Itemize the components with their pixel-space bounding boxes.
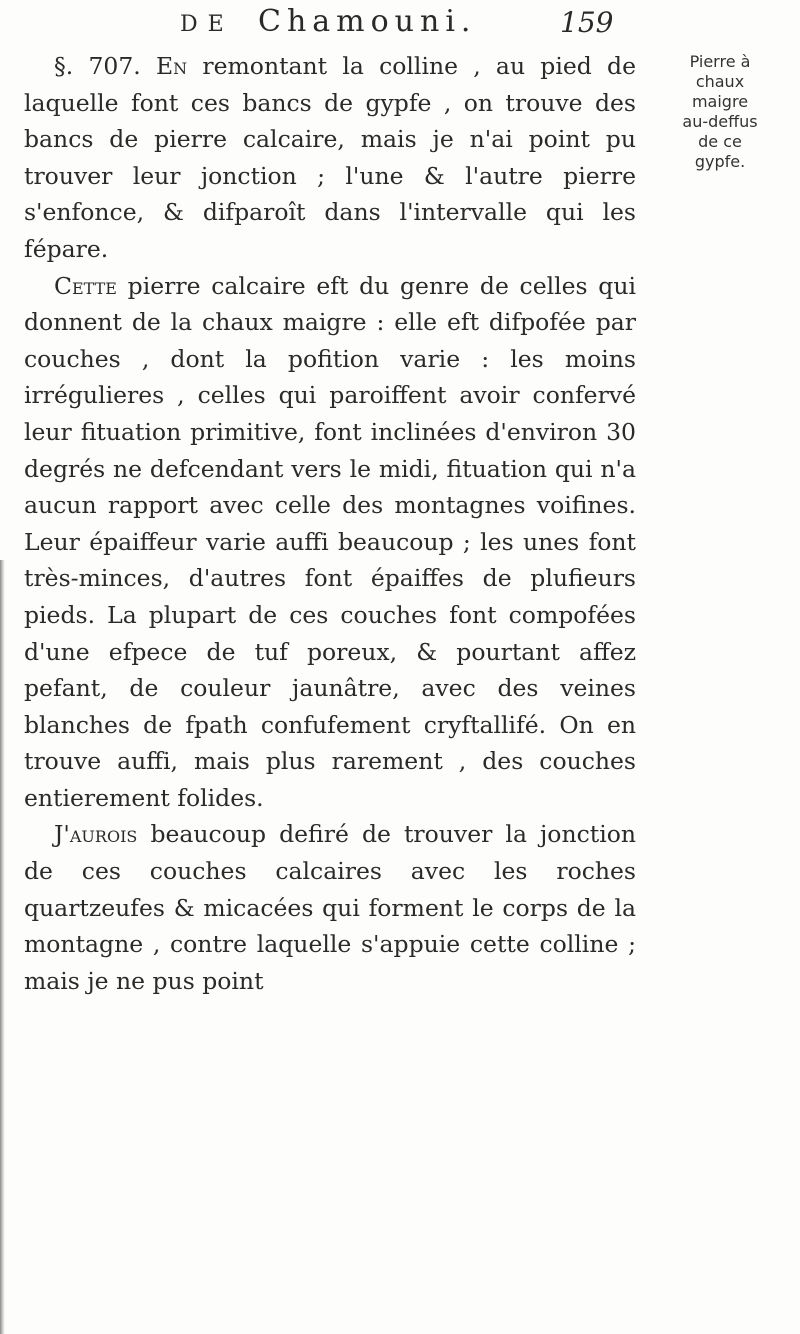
margin-note-line: au-deffus — [682, 112, 758, 131]
margin-note-line: de ce — [698, 132, 742, 151]
running-head — [180, 4, 640, 44]
paragraph-text: remontant la colline , au pied de laquelle font ces bancs de gypfe , on trouve des bancs de pierre calcaire, mais je n'ai point pu trouver leur jonction ; l'une & l'autre pierre s'enfonce, & difparoît dans l'intervalle qui les fépare. — [24, 52, 636, 263]
paragraph-lead: Cette — [54, 271, 117, 300]
page-edge-shadow — [0, 560, 5, 1334]
margin-note-line: chaux — [695, 72, 745, 91]
paragraph-lead: J'aurois — [54, 820, 138, 849]
paragraph-cette — [24, 268, 636, 817]
paragraph-text: pierre calcaire eft du genre de celles qui donnent de la chaux maigre : elle eft difpofée par couches , dont la pofition varie : les moins irrégulieres , celles qui paroiffent avoir confervé leur fituation primitive, font inclinées d'environ 30 degrés ne defcendant vers le midi, fituation qui n'a aucun rapport avec celle des montagnes voifines. Leur épaiffeur varie auffi beaucoup ; les unes font très-minces, d'autres font épaiffes de plufieurs pieds. La plupart de ces couches font compofées d'une efpece de tuf poreux, & pourtant affez pefant, de couleur jaunâtre, avec des veines blanches de fpath confufement cryftallifé. On en trouve auffi, mais plus rarement , des couches entierement folides. — [24, 271, 636, 812]
running-head-title: Chamouni. — [258, 4, 477, 39]
paragraph-text: beaucoup defiré de trouver la jonction de ces couches calcaires avec les roches quartzeufes & micacées qui forment le corps de la montagne , contre laquelle s'appuie cette colline ; mais je ne pus point — [24, 820, 636, 995]
running-head-de: DE — [180, 12, 234, 37]
body-text — [24, 48, 636, 999]
margin-note-line: gypfe. — [694, 152, 746, 171]
margin-note-line: maigre — [691, 92, 749, 111]
paragraph-jaurois — [24, 816, 636, 999]
margin-note — [640, 52, 800, 172]
paragraph-lead: §. 707. En — [54, 52, 188, 80]
margin-note-line: Pierre à — [689, 52, 751, 71]
page-number: 159 — [560, 6, 614, 39]
paragraph-707 — [24, 48, 636, 268]
